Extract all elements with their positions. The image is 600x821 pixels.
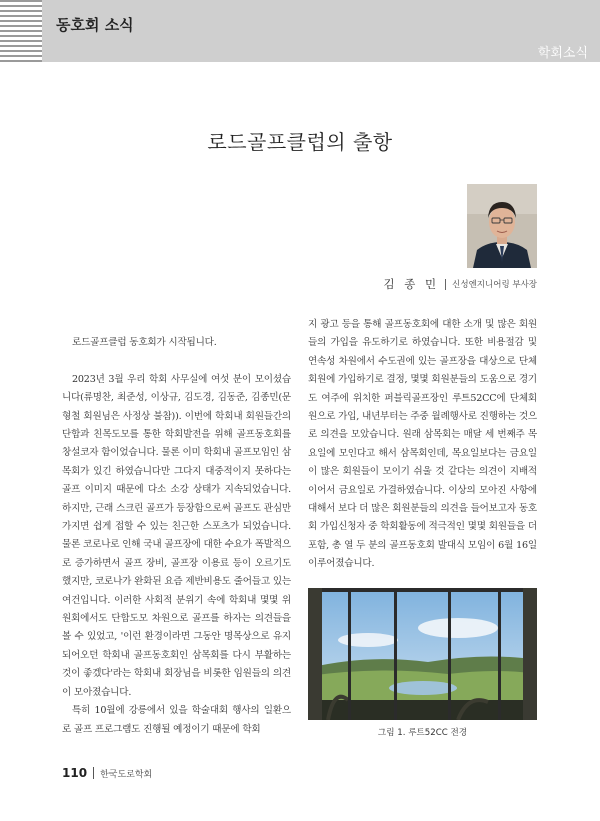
- footer-divider: [93, 767, 94, 779]
- author-photo: [467, 184, 537, 268]
- figure-image: [308, 588, 537, 720]
- body-column-right: [308, 316, 537, 574]
- header-stripe-decoration: [0, 0, 42, 62]
- category-label: 학회소식: [537, 46, 588, 61]
- author-info: [384, 276, 537, 292]
- author-divider: [445, 279, 446, 290]
- golf-course-photo-icon: [308, 588, 537, 720]
- author-affiliation: 신성엔지니어링 부사장: [452, 280, 537, 290]
- article-title: 로드골프클럽의 출항: [207, 130, 393, 154]
- paragraph-gap: [62, 352, 291, 370]
- body-column-left: [62, 334, 291, 739]
- section-title: 동호회 소식: [56, 16, 134, 34]
- body-paragraph: 2023년 3월 우리 학회 사무실에 여섯 분이 모이셨습니다(류명찬, 최준성, 이상규, 김도경, 김동준, 김종민(문형철 회원님은 사정상 불참)). 이번에 학회내 회원들간의 단합과 친목도모를 통한 학회발전을 위해 골프동호회를 창설코자 함이었습니다. 물론 이미 학회내 골프모임인 삼목회가 있긴 하였습니다만 그다지 대중적이지 못하다는 골프 이미지 때문에 다소 소강 상태가 지속되었습니다. 하지만, 근래 스크린 골프가 등장함으로써 골프도 관심만 가지면 쉽게 접할 수 있는 친근한 스포츠가 되었습니다. 물론 코로나로 인해 국내 골프장에 대한 수요가 폭발적으로 증가하면서 골프 장비, 골프장 이용료 등이 오르기도 했지만, 코로나가 완화된 요즘 제반비용도 줄어들고 있는 여건입니다. 이러한 사회적 분위기 속에 학회내 몇몇 위원회에서도 단합도모 차원으로 골프를 하자는 의견들을 볼 수 있었고, '이런 환경이라면 그동안 명목상으로 유지되어오던 학회내 골프동호회인 삼목회를 다시 부활하는 것이 좋겠다'라는 학회내 회장님을 비롯한 임원들의 의견이 모아졌습니다.: [62, 373, 291, 698]
- author-name: 김 종 민: [383, 277, 440, 291]
- page-footer: [62, 766, 152, 780]
- body-paragraph: 지 광고 등을 통해 골프동호회에 대한 소개 및 많은 회원들의 가입을 유도하기로 하였습니다. 또한 비용절감 및 연속성 차원에서 수도권에 있는 골프장을 대상으로 단체회원에 가입하기로 결정, 몇몇 회원분들의 도움으로 경기도 여주에 위치한 퍼블릭골프장인 루트52CC에 단체회원으로 가입, 내년부터는 주중 월례행사로 진행하는 것으로 의견을 모았습니다. 원래 삼목회는 매달 세 번째주 목요일에 모인다고 해서 삼목회인데, 목요일보다는 금요일이 많은 회원들이 모이기 쉬울 것 같다는 의견이 지배적이어서 금요일로 가결하였습니다. 이상의 모아진 사항에 대해서 보다 더 많은 회원분들의 의견을 들어보고자 동호회 가입신청자 중 학회활동에 적극적인 몇몇 회원들을 더 포함, 총 열 두 분의 골프동호회 발대식 모임이 6월 16일 이루어졌습니다.: [308, 319, 537, 570]
- page-number: 110: [62, 766, 88, 780]
- portrait-photo-icon: [467, 184, 537, 268]
- journal-name: 한국도로학회: [100, 769, 153, 780]
- figure-caption: 그림 1. 루트52CC 전경: [377, 728, 468, 738]
- body-paragraph: 로드골프클럽 동호회가 시작됩니다.: [72, 337, 217, 348]
- body-paragraph: 특히 10월에 강릉에서 있을 학술대회 행사의 일환으로 골프 프로그램도 진행될 예정이기 때문에 학회: [62, 705, 291, 735]
